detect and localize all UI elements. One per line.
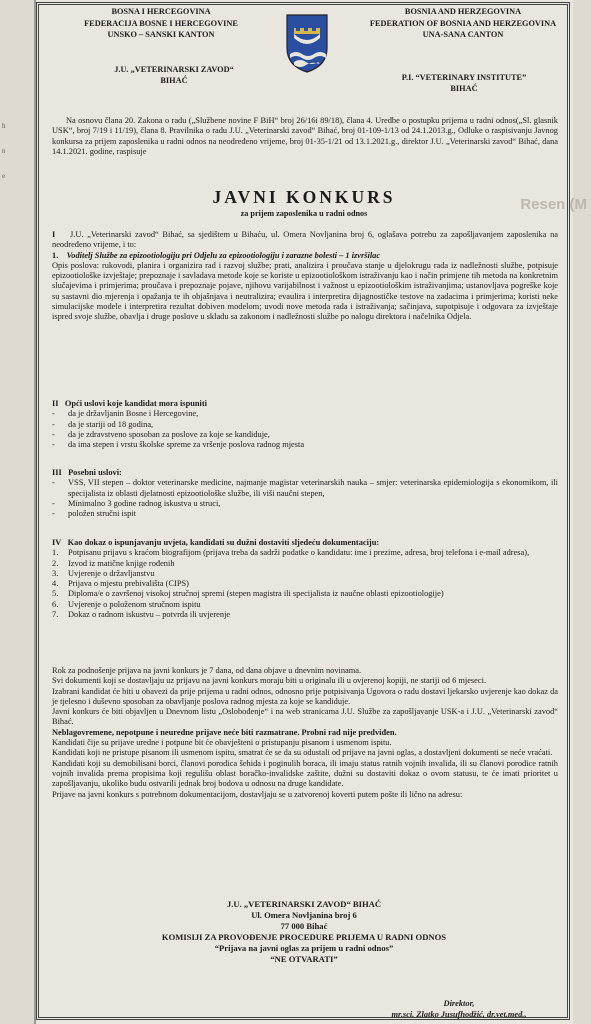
director-signature <box>364 998 554 1020</box>
closing-paragraph: Prijave na javni konkurs s potrebnom dokumentacijom, dostavljaju se u zatvorenoj koverti putem pošte ili lično na adresu: <box>52 789 463 799</box>
header-left-line: BOSNA I HERCEGOVINA <box>111 7 211 16</box>
section-1-paragraph <box>52 230 558 251</box>
list-item-text: Izvod iz matične knjige rođenih <box>68 558 175 568</box>
header-left <box>46 6 276 41</box>
header-right <box>358 6 568 41</box>
header-right-line: BOSNIA AND HERZEGOVINA <box>404 7 522 16</box>
list-item: - VSS, VII stepen – doktor veterinarske medicine, najmanje magistar veterinarskih nauka – smjer: veterinarska epidemiologija s ekonomikom, ili specijalista iz oblasti djelatnosti epizootiološke službe, ili viši naučni stepen, <box>52 478 558 498</box>
section-4 <box>52 538 558 620</box>
institution-right-city: BIHAĆ <box>450 84 478 93</box>
adjacent-page-margin <box>0 0 36 1024</box>
section-1-text: J.U. „Veterinarski zavod“ Bihać, sa sjedištem u Bihaću, ul. Omera Novljanina broj 6, oglašava potrebu za zapošljavanjem zaposlenika na neodređeno vrijeme, i to: <box>52 230 559 250</box>
list-item-text: Minimalno 3 godine radnog iskustva u struci, <box>68 498 221 508</box>
section-2-number: II <box>52 399 59 408</box>
list-item <box>52 569 558 579</box>
ad-content <box>44 6 562 1018</box>
documents-list <box>52 548 558 620</box>
closing-paragraph: Rok za podnošenje prijava na javni konkurs je 7 dana, od dana objave u dnevnim novinama. <box>52 666 362 675</box>
header-left-line: UNSKO – SANSKI KANTON <box>107 30 215 39</box>
section-1 <box>52 230 558 323</box>
position-number: 1. <box>52 250 59 260</box>
list-item-text: VSS, VII stepen – doktor veterinarske medicine, najmanje magistar veterinarskih nauka – smjer: veterinarska epidemiologija s ekonomikom, ili specijalista iz oblasti djelatnosti epizootiološke službe, ili viši naučni stepen, <box>68 478 558 498</box>
submission-address <box>44 899 564 965</box>
list-item-text: Diploma/e o završenoj visokoj stručnoj spremi (stepen magistra ili specijalista iz naučne oblasti epizootiologije) <box>68 589 444 599</box>
list-item <box>52 548 558 558</box>
page-subtitle: za prijem zaposlenika u radni odnos <box>240 209 368 218</box>
institution-right-name: P.I. “VETERINARY INSTITUTE” <box>401 73 527 82</box>
list-item: - da ima stepen i vrstu školske spreme za vršenje poslova radnog mjesta <box>52 440 305 450</box>
institution-left <box>74 64 274 86</box>
list-item-text: da je stariji od 18 godina, <box>68 419 154 429</box>
address-line: “Prijava na javni oglas za prijem u radni odnos” <box>214 943 394 953</box>
closing-paragraphs <box>52 666 558 800</box>
institution-right <box>364 72 564 94</box>
section-2-heading <box>52 399 558 409</box>
list-item-number: 1. <box>52 548 59 558</box>
page-title: JAVNI KONKURS <box>212 187 396 207</box>
section-2-title: Opći uslovi koje kandidat mora ispuniti <box>64 399 207 408</box>
address-line: KOMISIJI ZA PROVOĐENJE PROCEDURE PRIJEMA U RADNI ODNOS <box>161 932 447 942</box>
position-duties: Opis poslova: rukovodi, planira i organizira rad i razvoj službe; prati, analizira i proučava stanje u djelokrugu rada iz nadležnosti službe, potpisuje epizootiološke izvještaje; prepoznaje i savladava metode koje se koriste u epizootiološkom istraživanju kao i način primjene tih metoda na konkretnim slučajevima i primjerima; proučava i prepoznaje pojave, njihovu varijabilnost i važnost u epizootiološkim istraživanjima; ustanovljava pogreške koje su sastavni dio mjerenja i opažanja te ih objašnjava i neutralizira; evaulira i interpretira dijagnostičke testove na zadacima i primjerima; koristi neke simulacijske modele i interpretira rezultat dobiven modelom; uvodi nove metoda rada i istraživanja; sačinjava, supotpisuje i odgovara za izvještaje ispred svoje službe, obavlja i druge poslove u skladu sa zakonom i nadležnosti službe po nalogu direktora i načelnika Odjela. <box>52 260 558 322</box>
address-line: “NE OTVARATI” <box>270 954 338 964</box>
list-item-text: da je državljanin Bosne i Hercegovine, <box>68 409 199 419</box>
closing-paragraph: Svi dokumenti koji se dostavljaju uz prijavu na javni konkurs moraju biti u originalu ili u ovjerenoj kopiji, ne stariji od 6 mjeseci. <box>52 676 487 686</box>
closing-paragraph: Kandidati koji su demobilisani borci, članovi porodica šehida i poginulih boraca, ili imaju status ratnih vojnih invalida, ili su članovi porodice ratnih vojnih invalida prema propisima koji regulišu oblast boračko-invalidske zaštite, dužni su dostaviti dokaz o ovom statusu, te će imati prioritet u zapošljavanju, ukoliko budu ostvarili jednak broj bodova u odnosu na druge kandidate. <box>52 758 558 789</box>
header-right-line: FEDERATION OF BOSNIA AND HERZEGOVINA <box>369 18 557 28</box>
list-item: - položen stručni ispit <box>52 509 136 519</box>
intro-paragraph: Na osnovu člana 20. Zakona o radu („Službene novine F BiH“ broj 26/16i 89/18), člana 4. Uredbe o postupku prijema u radni odnos(„Sl. glasnik USK“, broj 7/19 i 11/19), člana 8. Pravilnika o radu J.U. „Veterinarski zavod“ Bihać, broj 01-109-1/13 od 24.1.2013.g., Odluke o raspisivanju Javnog konkursa za prijem zaposlenika u radni odnos na neodređeno vrijeme, broj 01-35-1/21 od 13.1.2021.g., direktor J.U. „Veterinarski zavod“ Bihać, dana 14.1.2021. godine, raspisuje <box>52 116 558 156</box>
adjacent-page-margin-right <box>573 0 591 1024</box>
director-title: Direktor, <box>443 999 475 1008</box>
institution-left-city: BIHAĆ <box>160 76 188 85</box>
position-title-line <box>52 251 558 261</box>
header-right-line: UNA-SANA CANTON <box>422 30 504 39</box>
list-item-number: 7. <box>52 610 59 620</box>
list-item <box>52 600 558 610</box>
closing-paragraph: Kandidati koji ne pristupe pisanom ili usmenom ispitu, smatrat će se da su odustali od prijave na javni oglas, a dostavljeni dokumenti se neće vraćati. <box>52 748 553 758</box>
list-item: - Minimalno 3 godine radnog iskustva u struci, <box>52 498 221 508</box>
address-line: 77 000 Bihać <box>280 921 328 931</box>
general-conditions-list <box>52 409 558 450</box>
list-item: - da je stariji od 18 godina, <box>52 419 154 429</box>
list-item: - da je zdravstveno sposoban za poslove za koje se kandiduje, <box>52 429 270 439</box>
section-4-title: Kao dokaz o ispunjavanju uvjeta, kandidati su dužni dostaviti sljedeću dokumentaciju: <box>67 538 380 547</box>
institution-left-name: J.U. „VETERINARSKI ZAVOD“ <box>114 65 234 74</box>
list-item-number: 4. <box>52 579 59 589</box>
list-item: - da je državljanin Bosne i Hercegovine, <box>52 409 199 419</box>
director-name: mr.sci. Zlatko Jusufhodžić, dr.vet.med., <box>391 1010 527 1019</box>
position-title: Voditelj Službe za epizootiologiju pri Odjelu za epizootiologiju i zarazne bolesti – 1 izvršilac <box>66 250 381 260</box>
list-item <box>52 559 558 569</box>
list-item-text: da ima stepen i vrstu školske spreme za vršenje poslova radnog mjesta <box>68 440 305 450</box>
section-3-number: III <box>52 468 62 477</box>
ghost-heading: Resen (M <box>520 196 587 213</box>
list-item <box>52 610 558 620</box>
header-left-line: FEDERACIJA BOSNE I HERCEGOVINE <box>84 18 238 28</box>
closing-paragraph: Neblagovremene, nepotpune i neuredne prijave neće biti razmatrane. Probni rad nije predviđen. <box>52 727 397 737</box>
list-item <box>52 589 558 599</box>
margin-fragment: e <box>2 172 6 180</box>
list-item-text: Uvjerenje o položenom stručnom ispitu <box>68 599 201 609</box>
list-item-number: 6. <box>52 599 59 609</box>
list-item-number: 3. <box>52 568 59 578</box>
section-2 <box>52 399 558 450</box>
list-item-text: Potpisanu prijavu s kraćom biografijom (prijava treba da sadrži podatke o kandidatu: ime i prezime, adresa, broj telefona i e-mail adresa), <box>68 548 530 558</box>
closing-paragraph: Javni konkurs će biti objavljen u Dnevnom listu „Oslobođenje“ i na web stranicama J.U. Službe za zapošljavanje USK-a i J.U. „Veterinarski zavod“ Bihać. <box>52 707 558 727</box>
margin-fragment: h <box>2 122 6 130</box>
address-line: Ul. Omera Novljanina broj 6 <box>251 910 357 920</box>
address-line: J.U. „VETERINARSKI ZAVOD“ BIHAĆ <box>226 899 382 909</box>
section-1-number: I <box>52 230 56 239</box>
special-conditions-list <box>52 478 558 519</box>
section-4-heading <box>52 538 558 548</box>
list-item-text: Prijava o mjestu prebivališta (CIPS) <box>68 579 189 589</box>
list-item-number: 2. <box>52 558 59 568</box>
closing-paragraph: Kandidati čije su prijave uredne i potpune bit će obavješteni o pristupanju pisanom i usmenom ispitu. <box>52 738 392 748</box>
list-item-number: 5. <box>52 589 59 599</box>
closing-paragraph: Izabrani kandidat će biti u obavezi da prije prijema u radni odnos, odnosno prije potpisivanja Ugovora o radu dostavi ljekarsko uvjerenje kao dokaz da je tjelesno i duševno sposoban za obavljanje poslova radnog mjesta za koje se kandiduje. <box>52 686 558 706</box>
section-4-number: IV <box>52 538 62 547</box>
margin-fragment: n <box>2 147 6 155</box>
list-item <box>52 579 558 589</box>
section-3-heading <box>52 468 558 478</box>
canton-coat-of-arms-icon <box>284 12 330 74</box>
section-3 <box>52 468 558 519</box>
list-item-text: da je zdravstveno sposoban za poslove za koje se kandiduje, <box>68 429 270 439</box>
list-item-text: Uvjerenje o državljanstvu <box>68 568 155 578</box>
list-item-text: položen stručni ispit <box>68 509 136 519</box>
list-item-text: Dokaz o radnom iskustvu – potvrda ili uvjerenje <box>68 610 231 620</box>
section-3-title: Posebni uslovi: <box>68 468 122 477</box>
